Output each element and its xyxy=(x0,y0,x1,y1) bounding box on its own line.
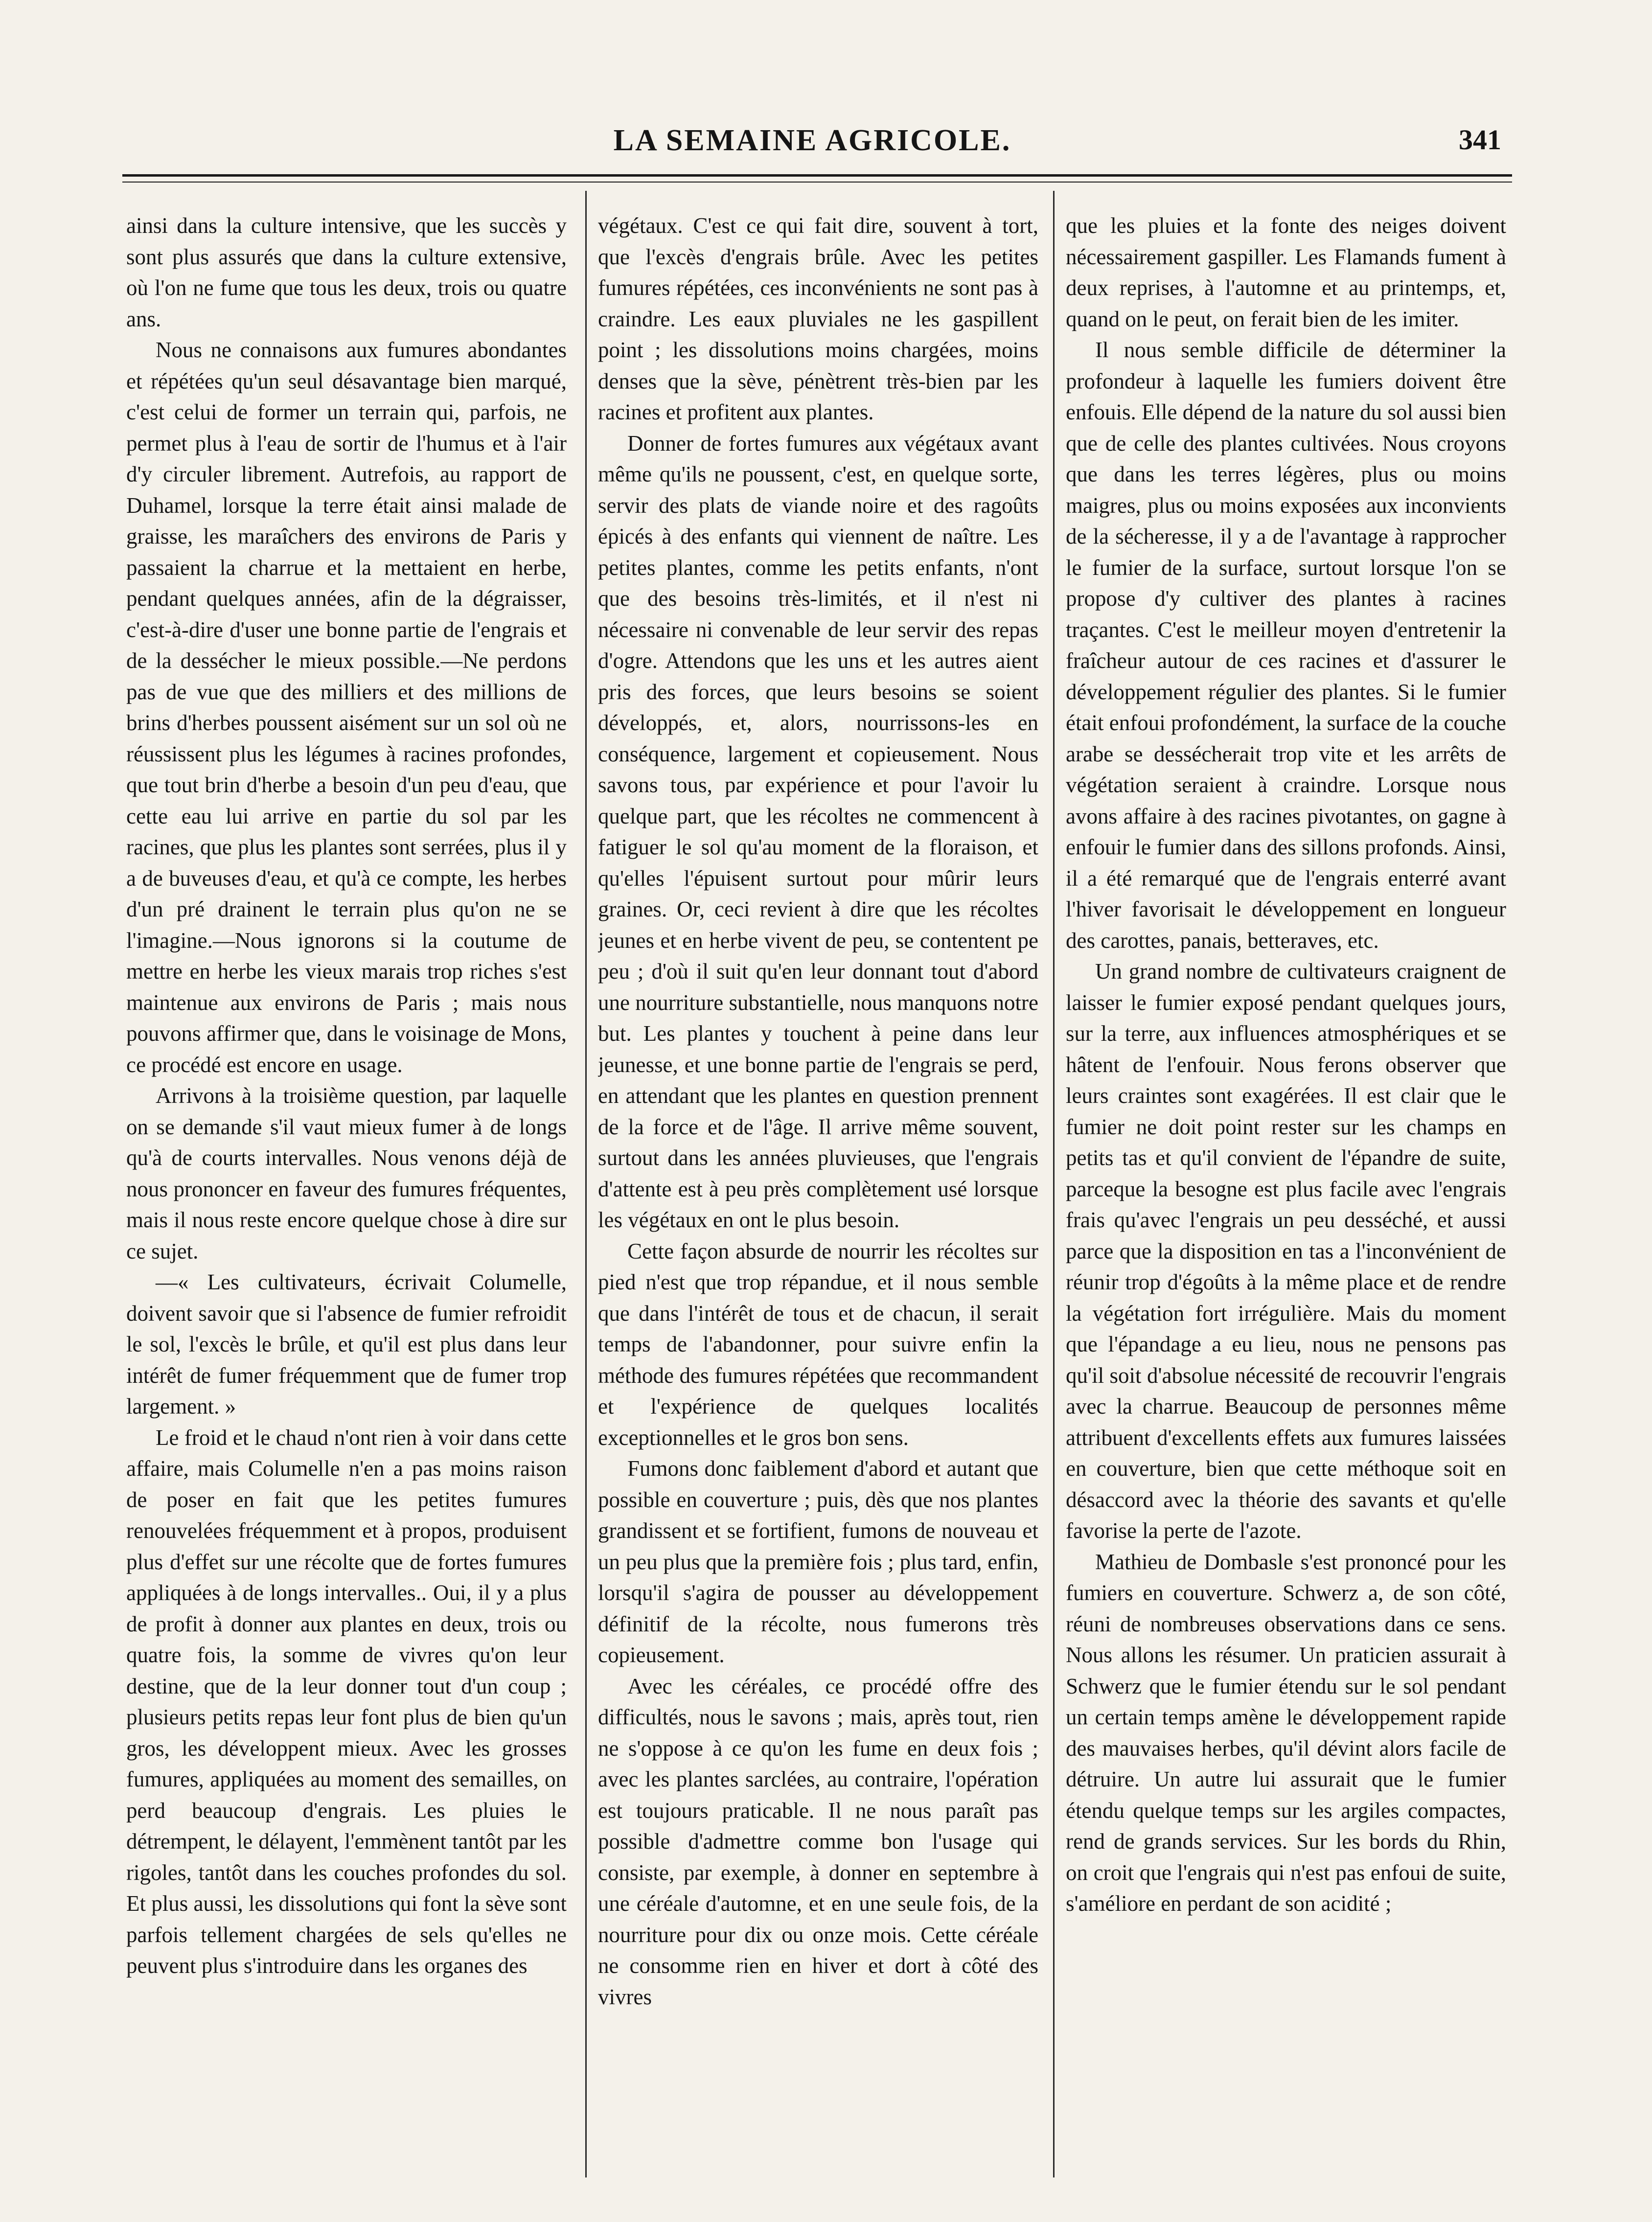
column-separator xyxy=(1053,191,1055,2177)
paragraph: Cette façon absurde de nourrir les récoltes sur pied n'est que trop répandue, et il nous semble que dans l'intérêt de tous et de chacun, il serait temps de l'abandonner, pour suivre enfin la méthode des fumures répétées que recommandent et l'expérience de quelques localités exceptionnelles et le gros bon sens. xyxy=(598,1238,1038,1450)
paragraph: Mathieu de Dombasle s'est prononcé pour les fumiers en couverture. Schwerz a, de son côté, réuni de nombreuses observations dans ce sens. Nous allons les résumer. Un praticien assurait à Schwerz que le fumier étendu sur le sol pendant un certain temps amène le développement rapide des mauvaises herbes, qu'il dévint alors facile de détruire. Un autre lui assurait que le fumier étendu quelque temps sur les argiles compactes, rend de grands services. Sur les bords du Rhin, on croit que l'engrais qui n'est pas enfoui de suite, s'améliore en perdant de son acidité ; xyxy=(1066,1549,1506,1916)
text-column-2 xyxy=(598,210,1038,2182)
paragraph: Un grand nombre de cultivateurs craignent de laisser le fumier exposé pendant quelques jours, sur la terre, aux influences atmosphériques et se hâtent de l'enfouir. Nous ferons observer que leurs craintes sont exagérées. Il est clair que le fumier ne doit point rester sur les champs en petits tas et qu'il convient de l'épandre de suite, parceque la besogne est plus facile avec l'engrais frais qu'avec l'engrais un peu desséché, et aussi parce que la disposition en tas a l'inconvénient de réunir trop d'égoûts à la même place et de rendre la végétation fort irrégulière. Mais du moment que l'épandage a eu lieu, nous ne pensons pas qu'il soit d'absolue nécessité de recouvrir l'engrais avec la charrue. Beaucoup de personnes même attribuent d'excellents effets aux fumures laissées en couverture, bien que cette méthoque soit en désaccord avec la théorie des savants et qu'elle favorise la perte de l'azote. xyxy=(1066,959,1506,1543)
paragraph: Le froid et le chaud n'ont rien à voir dans cette affaire, mais Columelle n'en a pas moins raison de poser en fait que les petites fumures renouvelées fréquemment et à propos, produisent plus d'effet sur une récolte que de fortes fumures appliquées à de longs intervalles.. Oui, il y a plus de profit à donner aux plantes en deux, trois ou quatre fois, la somme de vivres qu'on leur destine, que de la leur donner tout d'un coup ; plusieurs petits repas leur font plus de bien qu'un gros, les développent mieux. Avec les grosses fumures, appliquées au moment des semailles, on perd beaucoup d'engrais. Les pluies le détrempent, le délayent, l'emmènent tantôt par les rigoles, tantôt dans les couches profondes du sol. Et plus aussi, les dissolutions qui font la sève sont parfois tellement chargées de sels qu'elles ne peuvent plus s'introduire dans les organes des xyxy=(126,1425,567,1978)
page-header xyxy=(117,117,1507,176)
paragraph: végétaux. C'est ce qui fait dire, souvent à tort, que l'excès d'engrais brûle. Avec les petites fumures répétées, ces inconvénients ne sont pas à craindre. Les eaux pluviales ne les gaspillent point ; les dissolutions moins chargées, moins denses que la sève, pénètrent très-bien par les racines et profitent aux plantes. xyxy=(598,213,1038,424)
header-rule-thick xyxy=(122,174,1512,177)
paragraph: Fumons donc faiblement d'abord et autant que possible en couverture ; puis, dès que nos plantes grandissent et se fortifient, fumons de nouveau et un peu plus que la première fois ; plus tard, enfin, lorsqu'il s'agira de pousser au développement définitif de la récolte, nous fumerons très copieusement. xyxy=(598,1456,1038,1667)
paragraph: Arrivons à la troisième question, par laquelle on se demande s'il vaut mieux fumer à de longs qu'à de courts intervalles. Nous venons déjà de nous prononcer en faveur des fumures fréquentes, mais il nous reste encore quelque chose à dire sur ce sujet. xyxy=(126,1083,567,1263)
paragraph: —« Les cultivateurs, écrivait Columelle, doivent savoir que si l'absence de fumier refroidit le sol, l'excès le brûle, et qu'il est plus dans leur intérêt de fumer fréquemment que de fumer trop largement. » xyxy=(126,1270,567,1419)
paragraph: Donner de fortes fumures aux végétaux avant même qu'ils ne poussent, c'est, en quelque sorte, servir des plats de viande noire et des ragoûts épicés à des enfants qui viennent de naître. Les petites plantes, comme les petits enfants, n'ont que des besoins très-limités, et il n'est ni nécessaire ni convenable de leur servir des repas d'ogre. Attendons que les uns et les autres aient pris des forces, que leurs besoins se soient développés, et, alors, nourrissons-les en conséquence, largement et copieusement. Nous savons tous, par expérience et pour l'avoir lu quelque part, que les récoltes ne commencent à fatiguer le sol qu'au moment de la floraison, et qu'elles l'épuisent surtout pour mûrir leurs graines. Or, ceci revient à dire que les récoltes jeunes et en herbe vivent de peu, se contentent pe peu ; d'où il suit qu'en leur donnant tout d'abord une nourriture substantielle, nous manquons notre but. Les plantes y touchent à peine dans leur jeunesse, et une bonne partie de l'engrais se perd, en attendant que les plantes en question prennent de la force et de l'âge. Il arrive même souvent, surtout dans les années pluvieuses, que l'engrais d'attente est à peu près complètement usé lorsque les végétaux en ont le plus besoin. xyxy=(598,431,1038,1232)
text-column-3 xyxy=(1066,210,1506,2182)
paragraph: Avec les céréales, ce procédé offre des difficultés, nous le savons ; mais, après tout, rien ne s'oppose à ce qu'on les fume en deux fois ; avec les plantes sarclées, au contraire, l'opération est toujours praticable. Il ne nous paraît pas possible d'admettre comme bon l'usage qui consiste, par exemple, à donner en septembre à une céréale d'automne, et en une seule fois, de la nourriture pour dix ou onze mois. Cette céréale ne consomme rien en hiver et dort à côté des vivres xyxy=(598,1673,1038,2009)
text-column-1 xyxy=(126,210,567,2182)
header-rule-thin xyxy=(122,182,1512,183)
page-number: 341 xyxy=(1459,124,1501,156)
paragraph: que les pluies et la fonte des neiges doivent nécessairement gaspiller. Les Flamands fument à deux reprises, à l'automne et au printemps, et, quand on le peut, on ferait bien de les imiter. xyxy=(1066,213,1506,331)
paragraph: ainsi dans la culture intensive, que les succès y sont plus assurés que dans la culture extensive, où l'on ne fume que tous les deux, trois ou quatre ans. xyxy=(126,213,567,331)
paragraph: Il nous semble difficile de déterminer la profondeur à laquelle les fumiers doivent être enfouis. Elle dépend de la nature du sol aussi bien que de celle des plantes cultivées. Nous croyons que dans les terres légères, plus ou moins maigres, plus ou moins exposées aux inconvients de la sécheresse, il y a de l'avantage à rapprocher le fumier de la surface, surtout lorsque l'on se propose d'y cultiver des plantes à racines traçantes. C'est le meilleur moyen d'entretenir la fraîcheur autour de ces racines et d'assurer le développement régulier des plantes. Si le fumier était enfoui profondément, la surface de la couche arabe se dessécherait trop vite et les arrêts de végétation seraient à craindre. Lorsque nous avons affaire à des racines pivotantes, on gagne à enfouir le fumier dans des sillons profonds. Ainsi, il a été remarqué que de l'engrais enterré avant l'hiver favorisait le développement en longueur des carottes, panais, betteraves, etc. xyxy=(1066,338,1506,953)
paragraph: Nous ne connaisons aux fumures abondantes et répétées qu'un seul désavantage bien marqué, c'est celui de former un terrain qui, parfois, ne permet plus à l'eau de sortir de l'humus et à l'air d'y circuler librement. Autrefois, au rapport de Duhamel, lorsque la terre était ainsi malade de graisse, les maraîchers des environs de Paris y passaient la charrue et la mettaient en herbe, pendant quelques années, afin de la dégraisser, c'est-à-dire d'user une bonne partie de l'engrais et de la dessécher le mieux possible.—Ne perdons pas de vue que des milliers et des millions de brins d'herbes poussent aisément sur un sol où ne réussissent plus les légumes à racines profondes, que tout brin d'herbe a besoin d'un peu d'eau, que cette eau lui arrive en partie du sol par les racines, que plus les plantes sont serrées, plus il y a de buveuses d'eau, et qu'à ce compte, les herbes d'un pré drainent le terrain plus qu'on ne se l'imagine.—Nous ignorons si la coutume de mettre en herbe les vieux marais trop riches s'est maintenue aux environs de Paris ; mais nous pouvons affirmer que, dans le voisinage de Mons, ce procédé est encore en usage. xyxy=(126,338,567,1077)
column-separator xyxy=(585,191,587,2177)
publication-title: LA SEMAINE AGRICOLE. xyxy=(613,124,1011,157)
